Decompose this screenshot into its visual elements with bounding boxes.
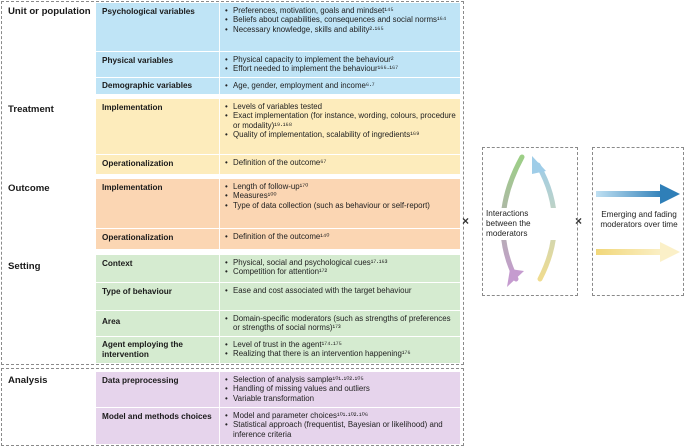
section-outcome: Outcome [8,183,50,194]
list-item: • Ease and cost associated with the target behaviour [224,286,456,295]
list-item: • Physical, social and psychological cues¹⁷·¹⁶³ [224,258,456,267]
row-content [219,255,460,282]
list-item: • Beliefs about capabilities, consequences and social norms¹⁶⁴ [224,15,456,24]
section-setting: Setting [8,261,41,272]
row-content [219,179,460,228]
list-item: • Realizing that there is an intervention happening¹⁷⁶ [224,349,456,358]
row-data-preprocessing [96,372,460,407]
list-item: • Length of follow-up¹⁷⁰ [224,182,456,191]
row-label: Model and methods choices [102,412,212,421]
list-item: • Definition of the outcome¹⁴⁰ [224,232,456,241]
row-content [219,372,460,407]
list-item: • Effort needed to implement the behaviour¹⁶⁶·¹⁶⁷ [224,64,456,73]
row-label: Agent employing the intervention [102,340,183,359]
row-content [219,155,460,174]
section-unit-or-population: Unit or population [8,6,91,17]
row-physical-variables [96,52,460,77]
list-item: • Physical capacity to implement the behaviour² [224,55,456,64]
row-label: Context [102,259,133,268]
list-item: • Levels of variables tested [224,102,456,111]
emerging-fading-label: Emerging and fading moderators over time [600,210,678,229]
list-item: • Level of trust in the agent¹⁷⁴·¹⁷⁵ [224,340,456,349]
row-outcome-operationalization [96,229,460,249]
list-item: • Quality of implementation, scalability of ingredients¹⁶⁹ [224,130,456,139]
row-demographic-variables [96,78,460,94]
list-item: • Selection of analysis sample¹⁰¹·¹⁰²·¹⁰⁵ [224,375,456,384]
row-content [219,311,460,336]
list-item: • Handling of missing values and outliers [224,384,456,393]
row-label: Operationalization [102,159,174,168]
row-agent-employing-intervention [96,337,460,363]
row-area [96,311,460,336]
row-label: Area [102,317,121,326]
list-item: • Definition of the outcome⁶⁷ [224,158,456,167]
list-item: • Type of data collection (such as behaviour or self-report) [224,201,456,210]
row-label: Psychological variables [102,7,195,16]
list-item: • Preferences, motivation, goals and mindset¹⁴⁵ [224,6,456,15]
row-content [219,283,460,310]
row-treatment-operationalization [96,155,460,174]
list-item: • Statistical approach (frequentist, Bayesian or likelihood) and inference criteria [224,420,456,439]
list-item: • Necessary knowledge, skills and ability²·¹⁶⁵ [224,25,456,34]
row-content [219,408,460,444]
row-content [219,78,460,94]
row-content [219,3,460,51]
section-treatment: Treatment [8,104,54,115]
list-item: • Competition for attention¹⁷² [224,267,456,276]
list-item: • Domain-specific moderators (such as strengths of preferences or strengths of social norms)¹⁷³ [224,314,456,333]
row-content [219,337,460,363]
row-outcome-implementation [96,179,460,228]
row-label: Data preprocessing [102,376,179,385]
list-item: • Model and parameter choices¹⁰¹·¹⁰²·¹⁰⁶ [224,411,456,420]
fading-arrow-icon [596,242,682,262]
list-item: • Age, gender, employment and income⁶·⁷ [224,81,456,90]
row-model-and-methods-choices [96,408,460,444]
list-item: • Measures¹⁰⁰ [224,191,456,200]
row-label: Implementation [102,103,163,112]
multiply-symbol: × [575,214,583,228]
multiply-symbol: × [462,214,470,228]
row-label: Physical variables [102,56,174,65]
row-psychological-variables [96,3,460,51]
row-content [219,229,460,249]
interactions-label: Interactions between the moderators [484,208,560,240]
list-item: • Exact implementation (for instance, wording, colours, procedure or modality)¹⁹·¹⁶⁸ [224,111,456,130]
emerging-arrow-icon [596,184,682,204]
row-label: Implementation [102,183,163,192]
row-label: Demographic variables [102,81,193,90]
section-analysis: Analysis [8,375,48,386]
row-label: Type of behaviour [102,287,172,296]
row-label: Operationalization [102,233,174,242]
row-treatment-implementation [96,99,460,154]
row-context [96,255,460,282]
row-type-of-behaviour [96,283,460,310]
row-content [219,52,460,77]
row-content [219,99,460,154]
list-item: • Variable transformation [224,394,456,403]
